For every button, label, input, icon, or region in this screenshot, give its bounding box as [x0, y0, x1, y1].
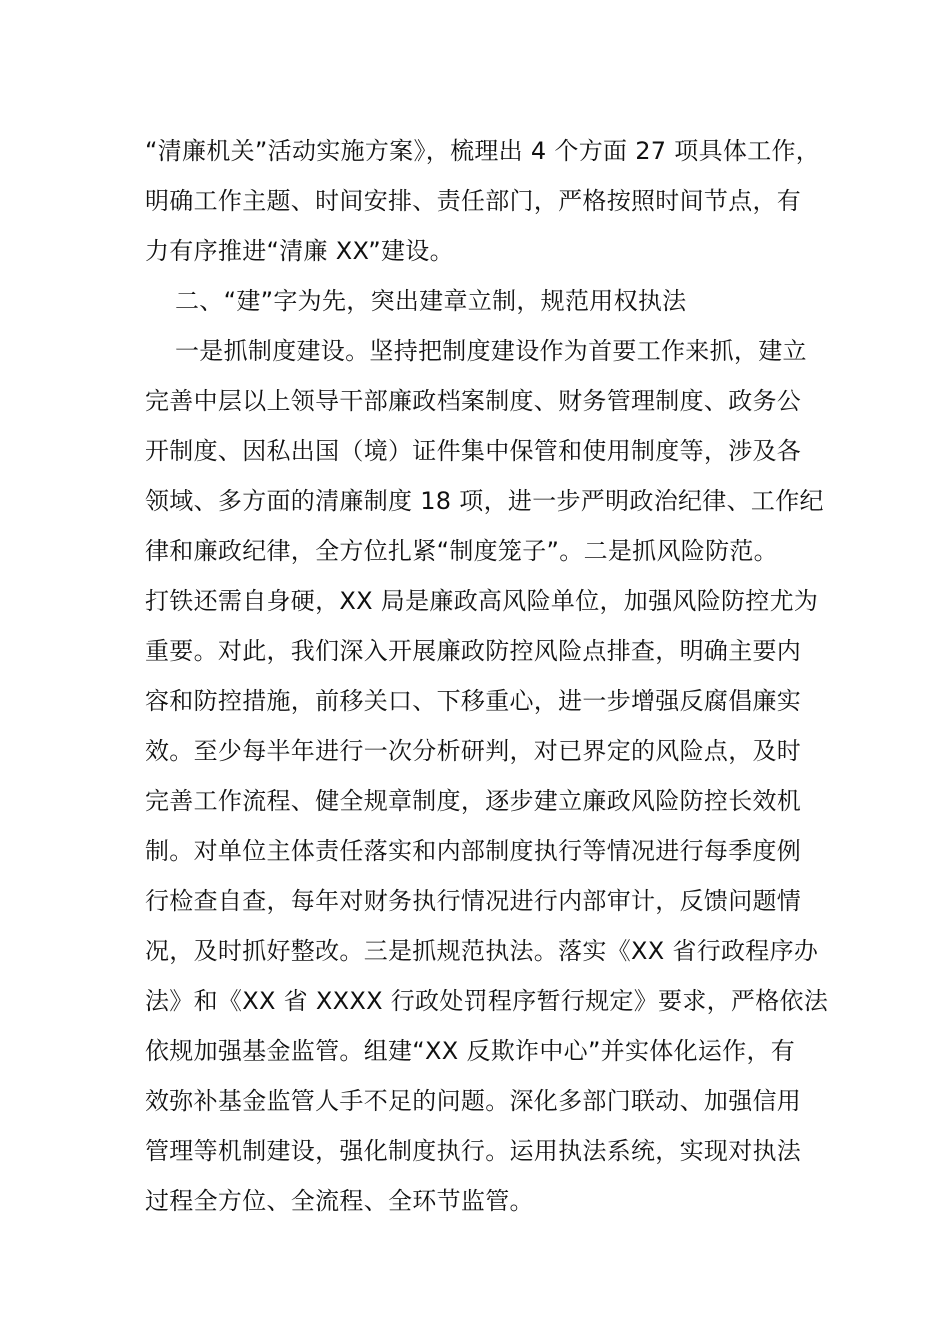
text-line-20: 效弥补基金监管人手不足的问题。深化多部门联动、加强信用: [145, 1087, 802, 1115]
text-line-2: 明确工作主题、时间安排、责任部门，严格按照时间节点，有: [145, 187, 802, 215]
text-line-22: 过程全方位、全流程、全环节监管。: [145, 1187, 534, 1215]
text-line-3: 力有序推进“清廉 XX”建设。: [145, 237, 454, 265]
text-line-9: 律和廉政纪律，全方位扎紧“制度笼子”。二是抓风险防范。: [145, 537, 778, 565]
text-line-5: 一是抓制度建设。坚持把制度建设作为首要工作来抓，建立: [175, 337, 807, 365]
text-line-14: 完善工作流程、健全规章制度，逐步建立廉政风险防控长效机: [145, 787, 802, 815]
text-line-1: “清廉机关”活动实施方案》，梳理出 4 个方面 27 项具体工作，: [145, 137, 821, 165]
text-line-19: 依规加强基金监管。组建“XX 反欺诈中心”并实体化运作，有: [145, 1037, 796, 1065]
text-line-11: 重要。对此，我们深入开展廉政防控风险点排查，明确主要内: [145, 637, 802, 665]
text-line-21: 管理等机制建设，强化制度执行。运用执法系统，实现对执法: [145, 1137, 802, 1165]
text-line-18: 法》和《XX 省 XXXX 行政处罚程序暂行规定》要求，严格依法: [145, 987, 829, 1015]
text-line-10: 打铁还需自身硬，XX 局是廉政高风险单位，加强风险防控尤为: [145, 587, 819, 615]
text-line-16: 行检查自查，每年对财务执行情况进行内部审计，反馈问题情: [145, 887, 802, 915]
text-line-6: 完善中层以上领导干部廉政档案制度、财务管理制度、政务公: [145, 387, 802, 415]
section-heading: 二、“建”字为先，突出建章立制，规范用权执法: [175, 287, 687, 315]
text-line-17: 况，及时抓好整改。三是抓规范执法。落实《XX 省行政程序办: [145, 937, 819, 965]
text-line-15: 制。对单位主体责任落实和内部制度执行等情况进行每季度例: [145, 837, 802, 865]
text-line-13: 效。至少每半年进行一次分析研判，对已界定的风险点，及时: [145, 737, 802, 765]
text-line-12: 容和防控措施，前移关口、下移重心，进一步增强反腐倡廉实: [145, 687, 802, 715]
text-line-8: 领域、多方面的清廉制度 18 项，进一步严明政治纪律、工作纪: [145, 487, 824, 515]
text-line-7: 开制度、因私出国（境）证件集中保管和使用制度等，涉及各: [145, 437, 802, 465]
